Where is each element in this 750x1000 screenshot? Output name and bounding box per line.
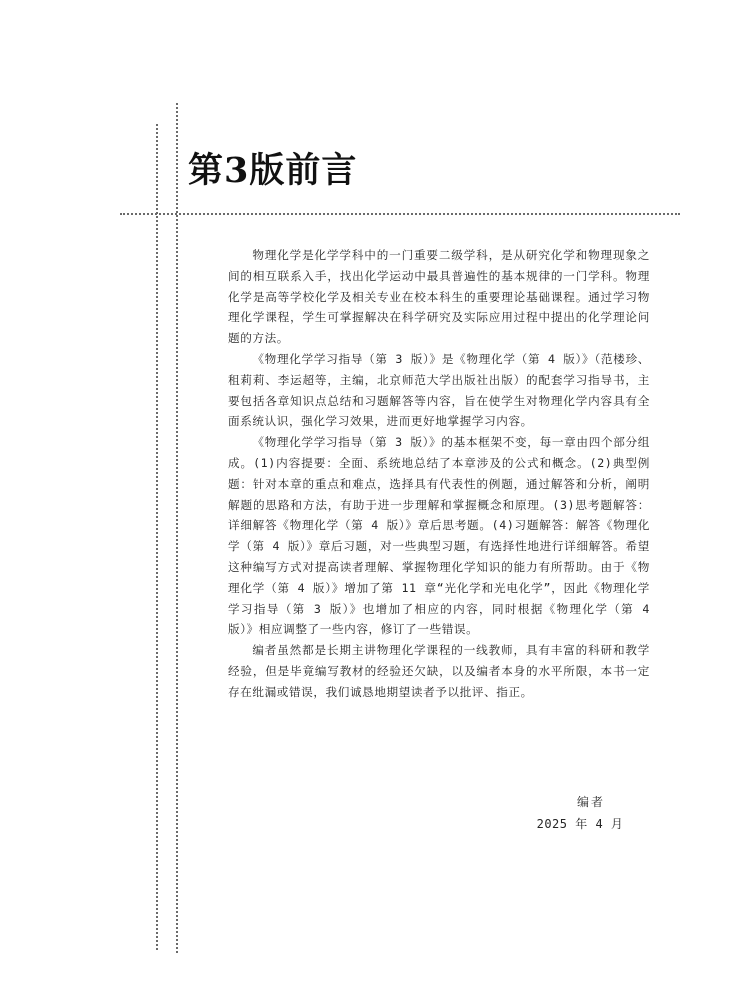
preface-body (228, 245, 650, 703)
signature-author: 编者 (576, 795, 605, 809)
paragraph-acknowledgement: 编者虽然都是长期主讲物理化学课程的一线教师，具有丰富的科研和教学经验，但是毕竟编写教材的经验还欠缺，以及编者本身的水平所限，本书一定存在纰漏或错误，我们诚恳地期望读者予以批评、指正。 (228, 643, 650, 699)
signature-date: 2025 年 4 月 (536, 817, 624, 831)
paragraph-intro: 物理化学是化学学科中的一门重要二级学科，是从研究化学和物理现象之间的相互联系入手，找出化学运动中最具普遍性的基本规律的一门学科。物理化学是高等学校化学及相关专业在校本科生的重要理论基础课程。通过学习物理化学课程，学生可掌握解决在科学研究及实际应用过程中提出的化学理论问题的方法。 (228, 248, 650, 346)
inner-margin-dotted-rule (176, 103, 178, 953)
title-underline-dotted-rule (120, 213, 680, 215)
signature-block (520, 792, 640, 834)
paragraph-book-description: 《物理化学学习指导（第 3 版）》是《物理化学（第 4 版）》（范楼珍、租莉莉、李运超等，主编，北京师范大学出版社出版）的配套学习指导书，主要包括各章知识点总结和习题解答等内容，旨在使学生对物理化学内容具有全面系统认识，强化学习效果，进而更好地掌握学习内容。 (228, 351, 650, 429)
left-margin-dotted-rule (156, 124, 158, 950)
paragraph-structure: 《物理化学学习指导（第 3 版）》的基本框架不变，每一章由四个部分组成。(1)内容提要：全面、系统地总结了本章涉及的公式和概念。(2)典型例题：针对本章的重点和难点，选择具有代表性的例题，通过解答和分析，阐明解题的思路和方法，有助于进一步理解和掌握概念和原理。(3)思考题解答：详细解答《物理化学（第 4 版）》章后思考题。(4)习题解答：解答《物理化学（第 4 版）》章后习题，对一些典型习题，有选择性地进行详细解答。希望这种编写方式对提高读者理解、掌握物理化学知识的能力有所帮助。由于《物理化学（第 4 版）》增加了第 11 章“光化学和光电化学”，因此《物理化学学习指导（第 3 版）》也增加了相应的内容，同时根据《物理化学（第 4 版）》相应调整了一些内容，修订了一些错误。 (228, 435, 650, 637)
page-title: 第3版前言 (188, 150, 358, 191)
